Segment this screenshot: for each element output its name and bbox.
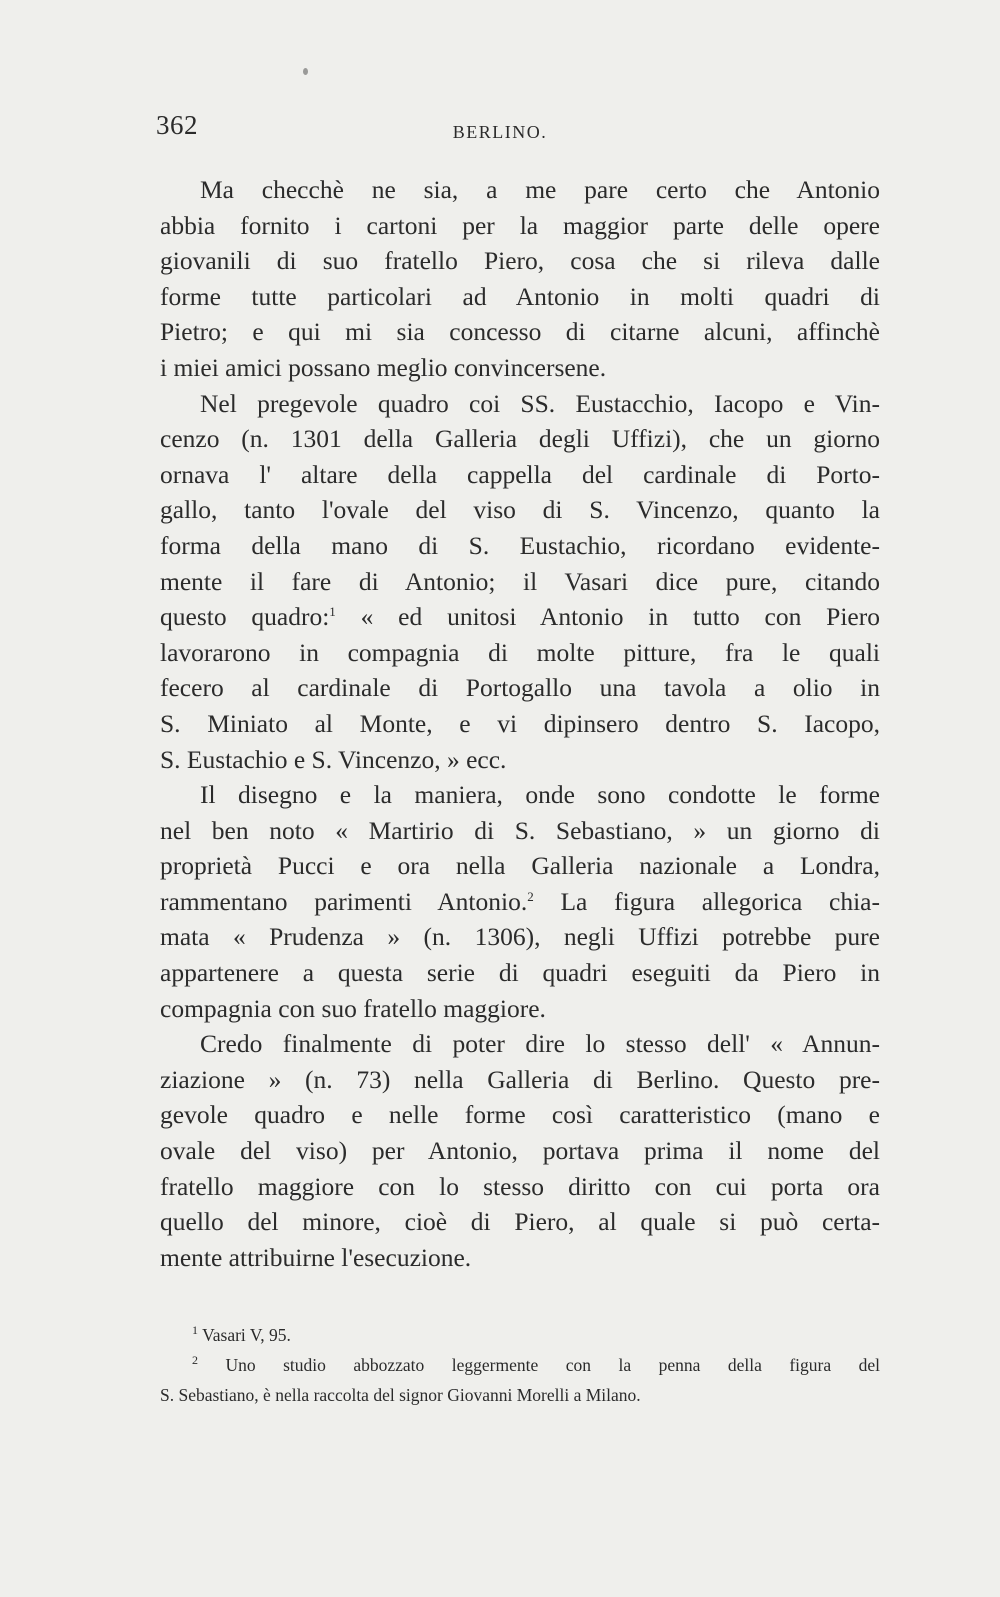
page-number: 362 bbox=[156, 110, 198, 140]
text-fragment: La figura allegorica chia- bbox=[533, 886, 880, 916]
text-line: giovanili di suo fratello Piero, cosa che si rileva dalle bbox=[160, 246, 880, 276]
text-line: mente il fare di Antonio; il Vasari dice pure, citando bbox=[160, 566, 880, 596]
text-line: mata « Prudenza » (n. 1306), negli Uffizi potrebbe pure bbox=[160, 922, 880, 952]
paper-speck bbox=[303, 68, 308, 75]
text-line: ornava l' altare della cappella del cardinale di Porto- bbox=[160, 459, 880, 489]
text-line: gallo, tanto l'ovale del viso di S. Vincenzo, quanto la bbox=[160, 495, 880, 525]
footnote-marker: 2 bbox=[192, 1353, 198, 1367]
text-fragment: rammentano parimenti Antonio. bbox=[160, 886, 528, 916]
text-line: Il disegno e la maniera, onde sono condotte le forme bbox=[200, 780, 880, 810]
text-line-with-footnote-ref bbox=[160, 884, 880, 920]
text-line: S. Miniato al Monte, e vi dipinsero dentro S. Iacopo, bbox=[160, 708, 880, 738]
footnote-text: Vasari V, 95. bbox=[202, 1325, 291, 1345]
text-line: Ma checchè ne sia, a me pare certo che Antonio bbox=[200, 175, 880, 204]
text-line: Credo finalmente di poter dire lo stesso dell' « Annun- bbox=[200, 1029, 880, 1059]
text-line: gevole quadro e nelle forme così caratteristico (mano e bbox=[160, 1100, 880, 1130]
footnote-1 bbox=[160, 1320, 880, 1350]
text-fragment: questo quadro: bbox=[160, 602, 330, 632]
running-head: BERLINO. bbox=[452, 122, 548, 142]
footnote-text: Uno studio abbozzato leggermente con la penna della figura del bbox=[225, 1355, 880, 1375]
text-line: fratello maggiore con lo stesso diritto con cui porta ora bbox=[160, 1171, 880, 1201]
text-fragment: « ed unitosi Antonio in tutto con Piero bbox=[335, 602, 880, 632]
text-line: cenzo (n. 1301 della Galleria degli Uffizi), che un giorno bbox=[160, 424, 880, 454]
text-line: appartenere a questa serie di quadri eseguiti da Piero in bbox=[160, 958, 880, 988]
footnote-2-continuation: S. Sebastiano, è nella raccolta del signor Giovanni Morelli a Milano. bbox=[160, 1385, 641, 1405]
text-line: quello del minore, cioè di Piero, al quale si può certa- bbox=[160, 1207, 880, 1237]
text-line: forma della mano di S. Eustachio, ricordano evidente- bbox=[160, 530, 880, 560]
footnote-marker: 1 bbox=[192, 1323, 198, 1337]
text-line: compagnia con suo fratello maggiore. bbox=[160, 993, 546, 1023]
text-line: Nel pregevole quadro coi SS. Eustacchio, Iacopo e Vin- bbox=[200, 388, 880, 418]
text-line: fecero al cardinale di Portogallo una tavola a olio in bbox=[160, 673, 880, 703]
footnote-ref-2: 2 bbox=[527, 888, 534, 904]
text-line: lavorarono in compagnia di molte pitture, fra le quali bbox=[160, 637, 880, 667]
text-line: i miei amici possano meglio convincersene. bbox=[160, 352, 607, 382]
footnotes bbox=[160, 1320, 880, 1410]
text-line: proprietà Pucci e ora nella Galleria nazionale a Londra, bbox=[160, 851, 880, 881]
footnote-ref-1: 1 bbox=[329, 604, 336, 620]
text-line: mente attribuirne l'esecuzione. bbox=[160, 1242, 472, 1272]
text-line: forme tutte particolari ad Antonio in molti quadri di bbox=[160, 281, 880, 311]
footnote-2 bbox=[160, 1350, 880, 1380]
text-line: ovale del viso) per Antonio, portava prima il nome del bbox=[160, 1136, 880, 1166]
text-line: abbia fornito i cartoni per la maggior parte delle opere bbox=[160, 210, 880, 240]
text-line: nel ben noto « Martirio di S. Sebastiano, » un giorno di bbox=[160, 815, 880, 845]
text-line: S. Eustachio e S. Vincenzo, » ecc. bbox=[160, 744, 507, 774]
body-text bbox=[160, 172, 880, 1275]
text-line-with-footnote-ref bbox=[160, 599, 880, 635]
text-line: ziazione » (n. 73) nella Galleria di Berlino. Questo pre- bbox=[160, 1064, 880, 1094]
text-line: Pietro; e qui mi sia concesso di citarne alcuni, affinchè bbox=[160, 317, 880, 347]
